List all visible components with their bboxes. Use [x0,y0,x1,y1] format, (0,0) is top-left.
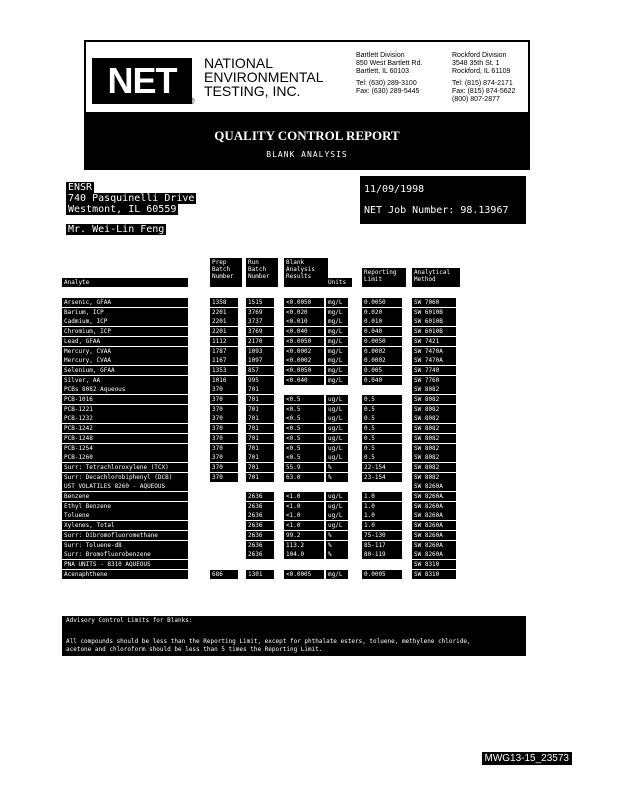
result-cell: 55.9 [284,463,324,472]
analyte-cell: UST VOLATILES 8260 - AQUEOUS [62,482,188,491]
method-cell: SW 6010B [412,317,456,326]
units-cell: ug/L [326,521,348,530]
reporting-limit-cell: 0.5 [362,414,402,423]
job-info [360,176,526,224]
units-cell: mg/L [326,317,348,326]
run-batch-cell: 2636 [246,541,274,550]
report-date: 11/09/1998 [364,184,425,195]
analyte-cell: Surr: Dibromofluoromethane [62,531,188,540]
analyte-cell: Chromium, ICP [62,327,188,336]
registered-mark: ® [188,96,195,106]
reporting-limit-header: Reporting Limit [362,268,406,287]
analyte-cell: PCBs 8082 Aqueous [62,385,188,394]
analyte-cell: Barium, ICP [62,308,188,317]
reporting-limit-cell: 1.0 [362,521,402,530]
method-cell: SW 7760 [412,376,456,385]
run-batch-cell: 1515 [246,298,274,307]
run-batch-cell: 701 [246,444,274,453]
units-cell: ug/L [326,502,348,511]
company-name: NATIONAL ENVIRONMENTAL TESTING, INC. [204,55,324,99]
reporting-limit-cell: 75-130 [362,531,402,540]
run-batch-cell: 701 [246,395,274,404]
bartlett-address: Bartlett Division 850 West Bartlett Rd. Bartlett, IL 60103 [356,52,423,75]
run-batch-cell: 1301 [246,570,274,579]
analyte-cell: Surr: Tetrachloroxylene (TCX) [62,463,188,472]
units-cell: % [326,550,348,559]
run-batch-cell: 701 [246,434,274,443]
analyte-cell: Lead, GFAA [62,337,188,346]
analyte-header: Analyte [62,278,188,287]
reporting-limit-cell: 0.0005 [362,570,402,579]
reporting-limit-cell: 1.0 [362,502,402,511]
result-cell: <0.040 [284,327,324,336]
method-header: Analytical Method [412,268,460,287]
analyte-cell: Surr: Decachlorobiphenyl (DCB) [62,473,188,482]
method-cell: SW 8260A [412,550,456,559]
units-cell: mg/L [326,308,348,317]
run-batch-cell: 857 [246,366,274,375]
advisory-line-1: All compounds should be less than the Reporting Limit, except for phthalate esters, toluene, methylene chloride, [66,638,471,645]
prep-batch-cell: 2201 [210,317,238,326]
units-cell: % [326,541,348,550]
result-cell: <1.0 [284,492,324,501]
reporting-limit-cell: 0.5 [362,405,402,414]
method-cell: SW 8260A [412,531,456,540]
analyte-cell: PCB-1242 [62,424,188,433]
units-cell: % [326,473,348,482]
method-cell: SW 7060 [412,298,456,307]
units-cell: ug/L [326,444,348,453]
method-cell: SW 7740 [412,366,456,375]
analyte-cell: PCB-1254 [62,444,188,453]
prep-batch-cell: 2201 [210,308,238,317]
result-cell: <0.0002 [284,356,324,365]
units-cell: ug/L [326,414,348,423]
run-batch-header: Run Batch Number [246,258,278,287]
blank-results-header: Blank Analysis Results [284,258,328,287]
reporting-limit-cell: 0.5 [362,453,402,462]
reporting-limit-cell: 80-119 [362,550,402,559]
run-batch-cell: 701 [246,424,274,433]
prep-batch-cell: 370 [210,385,238,394]
reporting-limit-cell: 1.0 [362,511,402,520]
analyte-cell: PCB-1221 [62,405,188,414]
method-cell: SW 7470A [412,347,456,356]
units-cell: mg/L [326,570,348,579]
reporting-limit-cell: 0.005 [362,366,402,375]
result-cell: 63.0 [284,473,324,482]
run-batch-cell: 3769 [246,308,274,317]
units-cell: mg/L [326,337,348,346]
analyte-cell: Mercury, CVAA [62,356,188,365]
prep-batch-cell: 1787 [210,347,238,356]
rockford-address: Rockford Division 3548 35th St. 1 Rockford, IL 61109 [452,52,511,75]
method-cell: SW 8082 [412,453,456,462]
result-cell: <0.0005 [284,570,324,579]
analyte-cell: Benzene [62,492,188,501]
method-cell: SW 8082 [412,434,456,443]
method-cell: SW 7421 [412,337,456,346]
analyte-cell: Cadmium, ICP [62,317,188,326]
result-cell: <0.0050 [284,337,324,346]
reporting-limit-cell: 1.0 [362,492,402,501]
run-batch-cell: 3737 [246,317,274,326]
advisory-box [62,616,526,656]
run-batch-cell: 701 [246,405,274,414]
method-cell: SW 8082 [412,424,456,433]
result-cell: <1.0 [284,511,324,520]
analyte-cell: Toluene [62,511,188,520]
run-batch-cell: 701 [246,385,274,394]
units-cell: mg/L [326,356,348,365]
result-cell: <0.5 [284,405,324,414]
attention-line: Mr. Wei-Lin Feng [68,224,165,235]
analyte-cell: Surr: Toluene-d8 [62,541,188,550]
run-batch-cell: 2636 [246,492,274,501]
run-batch-cell: 3769 [246,327,274,336]
result-cell: <0.5 [284,414,324,423]
result-cell: <0.5 [284,395,324,404]
method-cell: SW 8310 [412,560,456,569]
analyte-cell: Arsenic, GFAA [62,298,188,307]
result-cell: <0.5 [284,424,324,433]
result-cell: <0.5 [284,453,324,462]
method-cell: SW 8260A [412,482,456,491]
analyte-cell: Ethyl Benzene [62,502,188,511]
units-cell: mg/L [326,298,348,307]
prep-batch-cell: 370 [210,405,238,414]
report-subtitle: BLANK ANALYSIS [266,150,348,159]
reporting-limit-cell: 85-117 [362,541,402,550]
reporting-limit-cell: 0.5 [362,444,402,453]
reporting-limit-cell: 0.0002 [362,347,402,356]
reporting-limit-cell: 0.5 [362,395,402,404]
run-batch-cell: 1093 [246,347,274,356]
run-batch-cell: 1097 [246,356,274,365]
result-cell: 99.2 [284,531,324,540]
result-cell: <0.5 [284,434,324,443]
analyte-cell: PCB-1232 [62,414,188,423]
units-cell: ug/L [326,395,348,404]
analyte-cell: Acenaphthene [62,570,188,579]
units-cell: ug/L [326,424,348,433]
letterhead-top [84,40,530,114]
reporting-limit-cell: 0.040 [362,376,402,385]
reporting-limit-cell: 0.010 [362,317,402,326]
advisory-line-2: acetone and chloroform should be less than 5 times the Reporting Limit. [66,646,323,653]
prep-batch-cell: 686 [210,570,238,579]
prep-batch-cell: 2201 [210,327,238,336]
units-cell: ug/L [326,405,348,414]
advisory-title: Advisory Control Limits for Blanks: [66,617,193,624]
analyte-cell: PCB-1248 [62,434,188,443]
analyte-cell: Selenium, GFAA [62,366,188,375]
prep-batch-cell: 1016 [210,376,238,385]
method-cell: SW 8082 [412,444,456,453]
result-cell: 104.0 [284,550,324,559]
units-cell: ug/L [326,453,348,462]
result-cell: <0.010 [284,317,324,326]
prep-batch-cell: 370 [210,453,238,462]
reporting-limit-cell: 22-154 [362,463,402,472]
method-cell: SW 8260A [412,502,456,511]
prep-batch-cell: 370 [210,463,238,472]
reporting-limit-cell: 0.5 [362,424,402,433]
analyte-cell: Silver, AA [62,376,188,385]
analyte-cell: PCB-1016 [62,395,188,404]
prep-batch-cell: 370 [210,414,238,423]
run-batch-cell: 2636 [246,531,274,540]
net-logo: NET [92,58,192,104]
rockford-contact: Tel: (815) 874-2171 Fax: (815) 874-5622 (800) 807-2877 [452,80,516,103]
result-cell: <0.0002 [284,347,324,356]
result-cell: <0.5 [284,444,324,453]
units-cell: mg/L [326,347,348,356]
units-cell: % [326,463,348,472]
units-cell: ug/L [326,492,348,501]
analyte-cell: Surr: Bromofluorobenzene [62,550,188,559]
prep-batch-cell: 370 [210,424,238,433]
method-cell: SW 7470A [412,356,456,365]
analyte-cell: Xylenes, Total [62,521,188,530]
units-cell: mg/L [326,376,348,385]
prep-batch-cell: 1353 [210,366,238,375]
units-cell: % [326,531,348,540]
method-cell: SW 8082 [412,473,456,482]
result-cell: <0.020 [284,308,324,317]
prep-batch-cell: 1112 [210,337,238,346]
prep-batch-cell: 1167 [210,356,238,365]
run-batch-cell: 995 [246,376,274,385]
run-batch-cell: 2170 [246,337,274,346]
run-batch-cell: 701 [246,473,274,482]
units-cell: mg/L [326,366,348,375]
bartlett-contact: Tel: (630) 289-3100 Fax: (630) 289-5445 [356,80,420,95]
prep-batch-header: Prep Batch Number [210,258,242,287]
reporting-limit-cell: 0.0050 [362,298,402,307]
analyte-cell: Mercury, CVAA [62,347,188,356]
result-cell: <0.040 [284,376,324,385]
method-cell: SW 8082 [412,405,456,414]
units-header: Units [326,278,352,287]
reporting-limit-cell: 0.040 [362,327,402,336]
prep-batch-cell: 370 [210,434,238,443]
prep-batch-cell: 370 [210,395,238,404]
run-batch-cell: 2636 [246,521,274,530]
method-cell: SW 8260A [412,511,456,520]
result-cell: <0.0050 [284,298,324,307]
method-cell: SW 8082 [412,385,456,394]
result-cell: 113.2 [284,541,324,550]
method-cell: SW 8260A [412,492,456,501]
prep-batch-cell: 1358 [210,298,238,307]
run-batch-cell: 701 [246,453,274,462]
reporting-limit-cell: 0.020 [362,308,402,317]
run-batch-cell: 2636 [246,511,274,520]
letterhead [84,40,530,170]
run-batch-cell: 701 [246,463,274,472]
run-batch-cell: 2636 [246,550,274,559]
method-cell: SW 8310 [412,570,456,579]
units-cell: mg/L [326,327,348,336]
method-cell: SW 6010B [412,327,456,336]
method-cell: SW 6010B [412,308,456,317]
units-cell: ug/L [326,511,348,520]
method-cell: SW 8082 [412,463,456,472]
result-cell: <1.0 [284,502,324,511]
units-cell: ug/L [326,434,348,443]
method-cell: SW 8082 [412,414,456,423]
analyte-cell: PNA UNITS - 8310 AQUEOUS [62,560,188,569]
job-number: NET Job Number: 98.13967 [364,205,509,216]
prep-batch-cell: 370 [210,444,238,453]
run-batch-cell: 701 [246,414,274,423]
reporting-limit-cell: 0.5 [362,434,402,443]
run-batch-cell: 2636 [246,502,274,511]
reporting-limit-cell: 0.0002 [362,356,402,365]
result-cell: <1.0 [284,521,324,530]
document-id: MWG13-15_23573 [482,752,573,765]
reporting-limit-cell: 0.0050 [362,337,402,346]
report-title: QUALITY CONTROL REPORT [214,128,400,143]
result-cell: <0.0050 [284,366,324,375]
method-cell: SW 8260A [412,521,456,530]
analyte-cell: PCB-1260 [62,453,188,462]
reporting-limit-cell: 23-154 [362,473,402,482]
prep-batch-cell: 370 [210,473,238,482]
method-cell: SW 8260A [412,541,456,550]
method-cell: SW 8082 [412,395,456,404]
